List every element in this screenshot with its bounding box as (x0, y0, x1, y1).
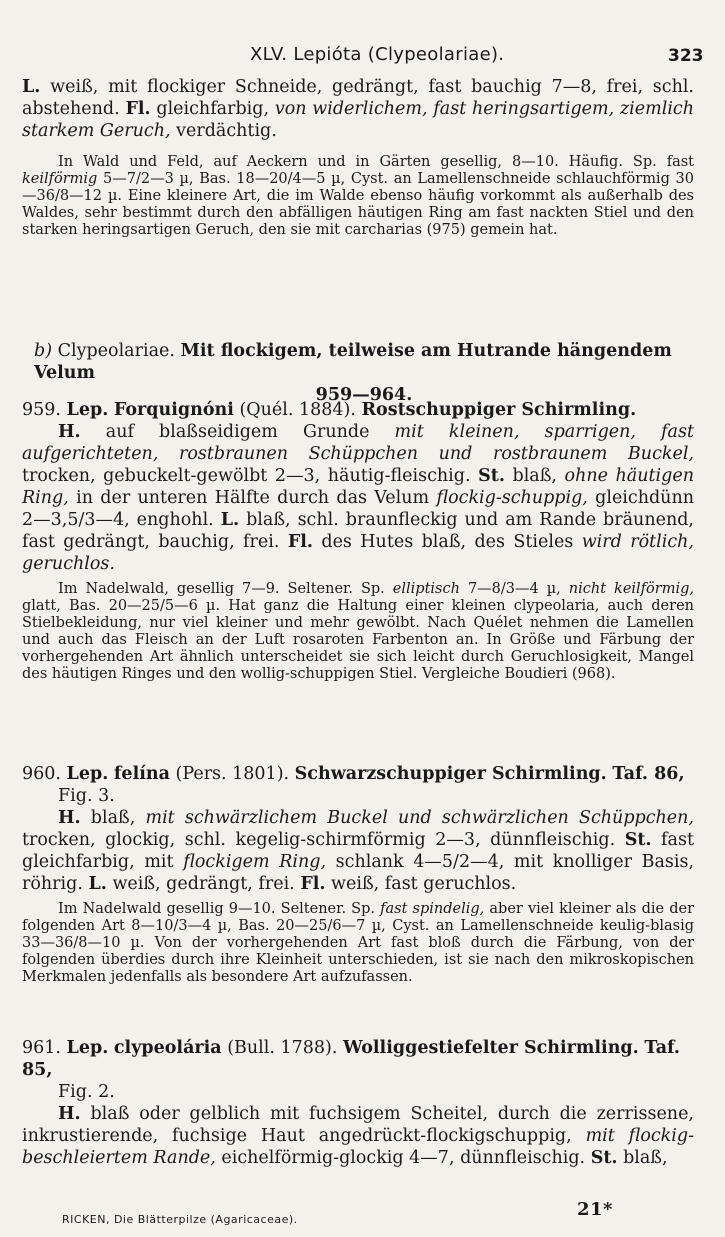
continued-paragraph (22, 76, 694, 142)
description-run: H. (58, 1104, 81, 1124)
note-text-1: In Wald und Feld, auf Aeckern und in Gärten gesellig, 8—10. Häufig. Sp. fast (58, 154, 694, 170)
note-run: nicht keilförmig, (568, 581, 694, 597)
description-run: schlank 4—5/2—4, mit knolliger Basis, röhrig. (22, 852, 695, 894)
entry (22, 399, 694, 683)
entry-plate-ref: Taf. 85, (22, 1038, 681, 1080)
entry-description (22, 807, 694, 895)
footer-text: RICKEN, Die Blätterpilze (Agaricaceae). (62, 1213, 298, 1226)
note-run: glatt, Bas. 20—25/5—6 µ. Hat ganz die Haltung einer kleinen clypeolaria, auch deren Stielbekleidung, nur viel kleiner und mehr gewölbt. Nach Quélet nehmen die Lamellen und auch das Fleisch an der Luft rosaroten Farbenton an. In Größe und Färbung der vorhergehenden Art ähnlich unterscheidet sie sich leicht durch Geruchlosigkeit, Mangel des häutigen Ringes und den wollig-schuppigen Stiel. Vergleiche Boudieri (968). (22, 598, 694, 682)
entry-author: (Pers. 1801). (175, 764, 290, 784)
entry-common-name: Rostschuppiger Schirmling. (361, 400, 637, 420)
entry-number: 959. (22, 400, 61, 420)
note-italic-1: keilförmig (22, 171, 98, 187)
page-footer (62, 1199, 682, 1226)
description-run: Fl. (300, 874, 326, 894)
description-run: des Hutes blaß, des Stieles (312, 532, 582, 552)
label-flesh: Fl. (125, 99, 151, 119)
description-run: auf blaßseidigem Grunde (80, 422, 395, 442)
entry-author: (Quél. 1884). (239, 400, 356, 420)
section-description: Mit flockigem, teilweise am Hutrande hängendem Velum (34, 341, 672, 383)
description-run: flockig-schuppig, (436, 488, 588, 508)
page-number: 323 (668, 46, 704, 66)
description-run: trocken, gebuckelt-gewölbt 2—3, häutig-fleischig. (22, 466, 479, 486)
section-range: 959—964. (315, 385, 413, 405)
description-run: trocken, glockig, schl. kegelig-schirmförmig 2—3, dünnfleischig. (22, 830, 625, 850)
entry-species: Forquignóni (113, 400, 234, 420)
entry-author: (Bull. 1788). (227, 1038, 338, 1058)
entry-heading (22, 1037, 694, 1103)
description-run: weiß, gedrängt, frei. (106, 874, 301, 894)
entry-note (22, 581, 694, 683)
note-text-2: 5—7/2—3 µ, Bas. 18—20/4—5 µ, Cyst. an Lamellenschneide schlauchförmig 30—36/8—12 µ. Eine kleinere Art, die im Walde ebenso häufig vorkommt als außerhalb des Waldes, sehr bestimmt durch den abfälligen häutigen Ring am fast nackten Stiel und den starken heringsartigen Geruch, den sie mit carcharias (975) gemein hat. (22, 171, 694, 238)
entry-genus: Lep. (66, 764, 109, 784)
lamellae-text: weiß, mit flockiger Schneide, gedrängt, fast bauchig 7—8, frei, schl. abstehend. (22, 77, 694, 119)
description-run: in der unteren Hälfte durch das Velum (68, 488, 437, 508)
description-run: blaß, (80, 808, 146, 828)
running-header (0, 38, 725, 68)
description-run: mit kleinen, sparrigen, fast aufgerichteten, rostbraunen Schüppchen und rostbraunem Buckel, (22, 422, 694, 464)
flesh-text: gleichfarbig, (150, 99, 275, 119)
description-run: mit flockig-beschleiertem Rande, (22, 1126, 694, 1168)
entry-number: 960. (22, 764, 61, 784)
entry-common-name: Schwarzschuppiger Schirmling. (294, 764, 607, 784)
entry-heading (22, 399, 694, 421)
entry-number: 961. (22, 1038, 61, 1058)
label-lamellae: L. (22, 77, 41, 97)
flesh-italic: von widerlichem, fast heringsartigem, ziemlich starkem Geruch, (22, 99, 694, 141)
entry-heading (22, 763, 694, 807)
note-run: aber viel kleiner als die der folgenden Art 8—10/3—4 µ, Bas. 20—25/6—7 µ, Cyst. an Lamellenschneide keulig-blasig 33—36/8—10 µ. Von der vorhergehenden Art fast bloß durch die Färbung, von der folgenden überdies durch ihre Kleinheit unterschieden, ist sie nach den mikroskopischen Merkmalen jedenfalls als besondere Art aufzufassen. (22, 901, 695, 985)
description-run: H. (58, 422, 81, 442)
description-run: blaß, (504, 466, 565, 486)
description-run: wird rötlich, geruchlos. (22, 532, 694, 574)
description-run: eichelförmig-glockig 4—7, dünnfleischig. (215, 1148, 591, 1168)
entry-genus: Lep. (66, 1038, 109, 1058)
description-run: gleichdünn 2—3,5/3—4, enghohl. (22, 488, 694, 530)
entry-description (22, 1103, 694, 1169)
description-run: fast gleichfarbig, mit (22, 830, 694, 872)
entry (22, 1037, 694, 1169)
note-run: elliptisch (392, 581, 460, 597)
description-run: Fl. (287, 532, 313, 552)
note-run: fast spindelig, (380, 901, 485, 917)
description-run: L. (220, 510, 240, 530)
description-run: blaß, schl. braunfleckig und am Rande bräunend, fast gedrängt, bauchig, frei. (22, 510, 694, 552)
description-run: blaß, (617, 1148, 668, 1168)
entry-note (22, 901, 694, 986)
description-run: St. (478, 466, 505, 486)
note-run: Im Nadelwald gesellig 9—10. Seltener. Sp. (58, 901, 381, 917)
entry-figure-ref: Fig. 2. (58, 1082, 115, 1102)
description-run: blaß oder gelblich mit fuchsigem Scheitel, durch die zerrissene, inkrustierende, fuchsige Haut angedrückt-flockigschuppig, (22, 1104, 694, 1146)
signature-mark: 21* (577, 1199, 613, 1220)
flesh-end: verdächtig. (170, 121, 277, 141)
section-heading (34, 340, 694, 406)
header-title: XLV. Lepióta (Clypeolariae). (250, 44, 505, 65)
continued-note (22, 154, 694, 239)
entry-species: felína (113, 764, 170, 784)
section-name: Clypeolariae. (57, 341, 175, 361)
description-run: L. (88, 874, 107, 894)
entry-figure-ref: Fig. 3. (58, 786, 115, 806)
note-run: Im Nadelwald, gesellig 7—9. Seltener. Sp. (58, 581, 393, 597)
description-run: ohne häutigen Ring, (22, 466, 694, 508)
entry-plate-ref: Taf. 86, (612, 764, 685, 784)
entry-genus: Lep. (66, 400, 109, 420)
note-run: 7—8/3—4 µ, (459, 581, 569, 597)
entry-common-name: Wolliggestiefelter Schirmling. (343, 1038, 639, 1058)
description-run: H. (58, 808, 81, 828)
entry (22, 763, 694, 986)
description-run: St. (590, 1148, 618, 1168)
entry-description (22, 421, 694, 575)
description-run: St. (624, 830, 652, 850)
description-run: flockigem Ring, (183, 852, 327, 872)
entry-species: clypeolária (113, 1038, 222, 1058)
section-marker: b) (34, 341, 53, 361)
description-run: weiß, fast geruchlos. (325, 874, 517, 894)
description-run: mit schwärzlichem Buckel und schwärzlichen Schüppchen, (145, 808, 694, 828)
